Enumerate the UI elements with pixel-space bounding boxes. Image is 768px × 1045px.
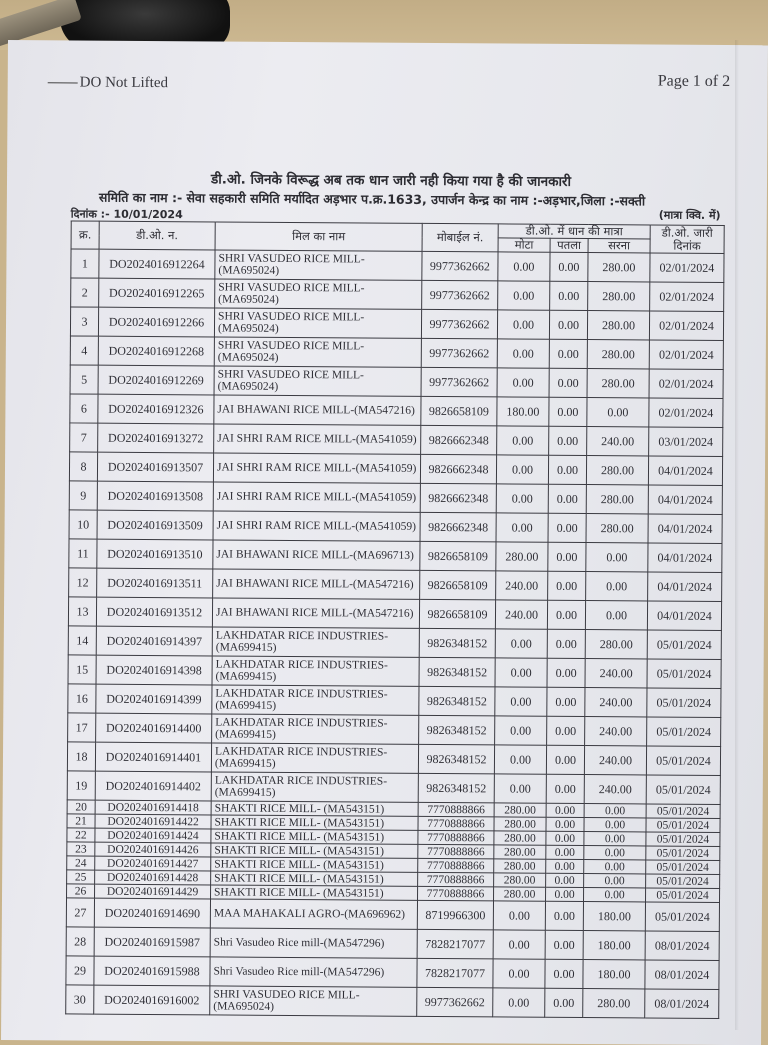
- mill-name-cell: JAI BHAWANI RICE MILL-(MA547216): [213, 569, 420, 599]
- mill-name-cell: SHRI VASUDEO RICE MILL-(MA695024): [214, 366, 421, 396]
- serial-cell: 6: [70, 394, 98, 423]
- mota-cell: 0.00: [494, 774, 546, 803]
- mota-cell: 0.00: [493, 930, 545, 959]
- sarna-cell: 0.00: [584, 874, 646, 888]
- mobile-cell: 9977362662: [421, 309, 497, 339]
- mill-name-cell: JAI BHAWANI RICE MILL-(MA547216): [214, 395, 421, 425]
- issue-date-cell: 05/01/2024: [647, 659, 721, 689]
- sarna-cell: 180.00: [583, 960, 645, 989]
- do-not-lifted-label: [48, 74, 168, 92]
- mobile-cell: 9977362662: [417, 987, 493, 1017]
- mota-cell: 0.00: [494, 745, 546, 774]
- mota-cell: 0.00: [495, 687, 547, 716]
- serial-cell: 22: [67, 828, 95, 842]
- mota-cell: 280.00: [494, 831, 546, 845]
- mota-cell: 280.00: [494, 803, 546, 817]
- mota-cell: 0.00: [496, 484, 548, 513]
- serial-cell: 5: [70, 365, 98, 394]
- sarna-cell: 280.00: [587, 369, 649, 398]
- mota-cell: 240.00: [496, 571, 548, 600]
- serial-cell: 4: [70, 336, 98, 365]
- sarna-cell: 280.00: [586, 485, 648, 514]
- sarna-cell: 240.00: [584, 746, 646, 775]
- patla-cell: 0.00: [549, 368, 587, 397]
- do-number-cell: DO2024016914400: [96, 713, 212, 743]
- do-number-cell: DO2024016912268: [98, 336, 214, 366]
- sarna-cell: 280.00: [586, 514, 648, 543]
- do-number-cell: DO2024016914426: [95, 842, 211, 857]
- patla-cell: 0.00: [550, 281, 588, 310]
- sarna-cell: 240.00: [585, 717, 647, 746]
- serial-cell: 16: [68, 684, 96, 713]
- mobile-cell: 9826662348: [420, 454, 496, 484]
- issue-date-cell: 05/01/2024: [645, 902, 719, 932]
- table-row: [67, 742, 720, 776]
- issue-date-cell: 04/01/2024: [647, 601, 721, 631]
- mill-name-cell: Shri Vasudeo Rice mill-(MA547296): [210, 957, 417, 987]
- mota-cell: 0.00: [498, 281, 550, 310]
- mill-name-cell: LAKHDATAR RICE INDUSTRIES- (MA699415): [212, 656, 419, 686]
- serial-cell: 18: [67, 742, 95, 771]
- sarna-cell: 0.00: [584, 832, 646, 846]
- table-row: [68, 684, 721, 718]
- sarna-cell: 0.00: [586, 572, 648, 601]
- issue-date-cell: 02/01/2024: [649, 340, 723, 370]
- patla-cell: 0.00: [549, 339, 587, 368]
- document-page: [1, 40, 768, 1045]
- report-date: दिनांक :- 10/01/2024: [70, 207, 183, 222]
- mill-name-cell: SHRI VASUDEO RICE MILL-(MA695024): [215, 250, 422, 280]
- patla-cell: 0.00: [547, 658, 585, 687]
- issue-date-cell: 05/01/2024: [646, 832, 720, 847]
- table-row: [67, 771, 720, 805]
- table-row: [66, 898, 719, 932]
- sarna-cell: 240.00: [587, 427, 649, 456]
- mobile-cell: 9826662348: [420, 483, 496, 513]
- mobile-cell: 9826658109: [419, 599, 495, 629]
- header-mobile: मोबाईल नं.: [422, 223, 498, 252]
- issue-date-cell: 05/01/2024: [646, 818, 720, 833]
- mill-name-cell: JAI SHRI RAM RICE MILL-(MA541059): [214, 424, 421, 454]
- mobile-cell: 9826348152: [418, 744, 494, 774]
- mill-name-cell: SHAKTI RICE MILL- (MA543151): [211, 857, 418, 872]
- mill-name-cell: LAKHDATAR RICE INDUSTRIES- (MA699415): [212, 714, 419, 744]
- mill-name-cell: LAKHDATAR RICE INDUSTRIES- (MA699415): [212, 627, 419, 657]
- serial-cell: 20: [67, 800, 95, 814]
- do-number-cell: DO2024016912266: [98, 307, 214, 337]
- mota-cell: 0.00: [497, 310, 549, 339]
- sarna-cell: 0.00: [585, 601, 647, 630]
- issue-date-cell: 05/01/2024: [646, 846, 720, 861]
- issue-date-cell: 05/01/2024: [646, 775, 720, 805]
- mobile-cell: 8719966300: [417, 900, 493, 930]
- do-number-cell: DO2024016913272: [98, 423, 214, 453]
- do-number-cell: DO2024016914401: [95, 742, 211, 772]
- mota-cell: 0.00: [496, 513, 548, 542]
- serial-cell: 28: [66, 927, 94, 956]
- serial-cell: 11: [69, 539, 97, 568]
- serial-cell: 2: [71, 278, 99, 307]
- table-row: [70, 307, 723, 341]
- mota-cell: 0.00: [496, 455, 548, 484]
- sarna-cell: 280.00: [588, 253, 650, 282]
- serial-cell: 12: [69, 568, 97, 597]
- sarna-cell: 0.00: [584, 860, 646, 874]
- sarna-cell: 0.00: [584, 804, 646, 818]
- do-number-cell: DO2024016916002: [94, 985, 210, 1015]
- table-body: [66, 249, 724, 1019]
- do-number-cell: DO2024016912264: [99, 249, 215, 279]
- mota-cell: 280.00: [494, 873, 546, 887]
- patla-cell: 0.00: [550, 252, 588, 281]
- patla-cell: 0.00: [546, 803, 584, 817]
- mobile-cell: 9977362662: [421, 367, 497, 397]
- do-table: [65, 220, 725, 1019]
- patla-cell: 0.00: [547, 629, 585, 658]
- document-title: डी.ओ. जिनके विरूद्ध अब तक धान जारी नही किया गया है की जानकारी: [210, 171, 572, 190]
- patla-cell: 0.00: [547, 716, 585, 745]
- table-row: [68, 626, 721, 660]
- mill-name-cell: SHAKTI RICE MILL- (MA543151): [211, 829, 418, 844]
- issue-date-cell: 02/01/2024: [650, 282, 724, 312]
- do-number-cell: DO2024016914418: [95, 800, 211, 815]
- serial-cell: 8: [69, 452, 97, 481]
- serial-cell: 21: [67, 814, 95, 828]
- mill-name-cell: SHRI VASUDEO RICE MILL-(MA695024): [210, 986, 417, 1016]
- table-row: [66, 927, 719, 961]
- serial-cell: 24: [67, 856, 95, 870]
- issue-date-cell: 05/01/2024: [646, 874, 720, 889]
- mota-cell: 280.00: [494, 859, 546, 873]
- sarna-cell: 280.00: [583, 989, 645, 1018]
- do-number-cell: DO2024016914428: [95, 870, 211, 885]
- issue-date-cell: 05/01/2024: [645, 888, 719, 903]
- page-number: Page 1 of 2: [657, 72, 731, 91]
- serial-cell: 1: [71, 249, 99, 278]
- serial-cell: 13: [68, 597, 96, 626]
- mota-cell: 0.00: [493, 901, 545, 930]
- mobile-cell: 7828217077: [417, 929, 493, 959]
- issue-date-cell: 04/01/2024: [648, 485, 722, 515]
- issue-date-cell: 02/01/2024: [649, 398, 723, 428]
- serial-cell: 19: [67, 771, 95, 800]
- issue-date-cell: 02/01/2024: [649, 311, 723, 341]
- serial-cell: 23: [67, 842, 95, 856]
- mill-name-cell: JAI BHAWANI RICE MILL-(MA547216): [212, 598, 419, 628]
- patla-cell: 0.00: [546, 817, 584, 831]
- table-row: [71, 249, 724, 283]
- mota-cell: 0.00: [495, 658, 547, 687]
- issue-date-cell: 04/01/2024: [648, 572, 722, 602]
- table-row: [69, 452, 722, 486]
- mobile-cell: 9826658109: [420, 570, 496, 600]
- sarna-cell: 0.00: [587, 398, 649, 427]
- mobile-cell: 9826658109: [421, 396, 497, 426]
- mobile-cell: 9977362662: [421, 338, 497, 368]
- mota-cell: 280.00: [494, 887, 546, 901]
- page-fold-shadow: [735, 40, 739, 1030]
- unit-note: (मात्रा क्वि. में): [658, 208, 721, 222]
- mill-name-cell: LAKHDATAR RICE INDUSTRIES- (MA699415): [212, 685, 419, 715]
- do-number-cell: DO2024016914422: [95, 814, 211, 829]
- table-row: [66, 985, 719, 1019]
- mill-name-cell: MAA MAHAKALI AGRO-(MA696962): [210, 899, 417, 929]
- mobile-cell: 7770888866: [418, 858, 494, 873]
- table-row: [68, 655, 721, 689]
- sarna-cell: 280.00: [587, 340, 649, 369]
- patla-cell: 0.00: [545, 959, 583, 988]
- mota-cell: 180.00: [497, 397, 549, 426]
- patla-cell: 0.00: [548, 484, 586, 513]
- mobile-cell: 9826348152: [419, 628, 495, 658]
- issue-date-cell: 04/01/2024: [648, 543, 722, 573]
- sarna-cell: 280.00: [585, 630, 647, 659]
- mota-cell: 0.00: [497, 339, 549, 368]
- do-number-cell: DO2024016914690: [94, 898, 210, 928]
- header-issue-date: डी.ओ. जारी दिनांक: [650, 225, 724, 254]
- issue-date-cell: 03/01/2024: [649, 427, 723, 457]
- mobile-cell: 7770888866: [418, 802, 494, 817]
- patla-cell: 0.00: [548, 455, 586, 484]
- mill-name-cell: LAKHDATAR RICE INDUSTRIES- (MA699415): [211, 743, 418, 773]
- serial-cell: 7: [70, 423, 98, 452]
- mota-cell: 0.00: [493, 988, 545, 1017]
- header-do-no: डी.ओ. न.: [99, 221, 215, 250]
- do-number-cell: DO2024016915988: [94, 956, 210, 986]
- table-row: [69, 539, 722, 573]
- issue-date-cell: 08/01/2024: [645, 989, 719, 1019]
- table-row: [68, 713, 721, 747]
- do-number-cell: DO2024016914398: [96, 655, 212, 685]
- issue-date-cell: 04/01/2024: [648, 514, 722, 544]
- table-row: [70, 423, 723, 457]
- header-mota: मोटा: [498, 238, 550, 252]
- do-number-cell: DO2024016913510: [97, 539, 213, 569]
- mobile-cell: 7770888866: [418, 844, 494, 859]
- mill-name-cell: SHAKTI RICE MILL- (MA543151): [211, 885, 418, 900]
- serial-cell: 17: [68, 713, 96, 742]
- issue-date-cell: 08/01/2024: [645, 960, 719, 990]
- header-quantity: डी.ओ. में धान की मात्रा: [498, 224, 650, 239]
- table-row: [69, 510, 722, 544]
- mill-name-cell: SHRI VASUDEO RICE MILL-(MA695024): [214, 337, 421, 367]
- stamp-text: DO Not Lifted: [79, 74, 169, 92]
- mill-name-cell: Shri Vasudeo Rice mill-(MA547296): [210, 928, 417, 958]
- mota-cell: 0.00: [497, 368, 549, 397]
- sarna-cell: 280.00: [587, 311, 649, 340]
- sarna-cell: 180.00: [583, 902, 645, 931]
- mill-name-cell: JAI SHRI RAM RICE MILL-(MA541059): [213, 482, 420, 512]
- serial-cell: 3: [70, 307, 98, 336]
- do-number-cell: DO2024016913509: [97, 510, 213, 540]
- serial-cell: 26: [67, 884, 95, 898]
- table-row: [68, 597, 721, 631]
- mobile-cell: 9826348152: [419, 657, 495, 687]
- mobile-cell: 9826662348: [420, 512, 496, 542]
- mota-cell: 0.00: [493, 959, 545, 988]
- issue-date-cell: 04/01/2024: [648, 456, 722, 486]
- patla-cell: 0.00: [545, 930, 583, 959]
- mota-cell: 280.00: [494, 817, 546, 831]
- table-row: [69, 481, 722, 515]
- patla-cell: 0.00: [546, 745, 584, 774]
- serial-cell: 15: [68, 655, 96, 684]
- header-serial: क्र.: [71, 221, 99, 249]
- mota-cell: 0.00: [497, 426, 549, 455]
- mill-name-cell: SHAKTI RICE MILL- (MA543151): [211, 801, 418, 816]
- mobile-cell: 9977362662: [422, 280, 498, 310]
- do-number-cell: DO2024016914397: [96, 626, 212, 656]
- patla-cell: 0.00: [546, 873, 584, 887]
- patla-cell: 0.00: [546, 887, 584, 901]
- mill-name-cell: SHRI VASUDEO RICE MILL-(MA695024): [215, 279, 422, 309]
- mill-name-cell: SHAKTI RICE MILL- (MA543151): [211, 871, 418, 886]
- issue-date-cell: 05/01/2024: [647, 717, 721, 747]
- sarna-cell: 0.00: [584, 818, 646, 832]
- issue-date-cell: 05/01/2024: [647, 630, 721, 660]
- mobile-cell: 7770888866: [418, 830, 494, 845]
- issue-date-cell: 02/01/2024: [650, 253, 724, 283]
- patla-cell: 0.00: [546, 845, 584, 859]
- do-number-cell: DO2024016914399: [96, 684, 212, 714]
- patla-cell: 0.00: [545, 988, 583, 1017]
- society-subtitle: समिति का नाम :- सेवा सहकारी समिति मर्यादित अड़भार प.क्र.1633, उपार्जन केन्द्र का नाम :-अड़भार,जिला :-सक्ती: [98, 189, 646, 209]
- table-row: [69, 568, 722, 602]
- do-number-cell: DO2024016914427: [95, 856, 211, 871]
- sarna-cell: 240.00: [585, 659, 647, 688]
- mobile-cell: 7770888866: [418, 872, 494, 887]
- table-row: [70, 336, 723, 370]
- header-mill-name: मिल का नाम: [215, 222, 422, 251]
- do-number-cell: DO2024016913512: [96, 597, 212, 627]
- patla-cell: 0.00: [549, 397, 587, 426]
- mota-cell: 0.00: [495, 629, 547, 658]
- table-row: [70, 394, 723, 428]
- patla-cell: 0.00: [547, 600, 585, 629]
- mota-cell: 280.00: [494, 845, 546, 859]
- mobile-cell: 9826348152: [418, 773, 494, 803]
- serial-cell: 27: [66, 898, 94, 927]
- mota-cell: 0.00: [498, 252, 550, 281]
- patla-cell: 0.00: [545, 901, 583, 930]
- serial-cell: 10: [69, 510, 97, 539]
- do-number-cell: DO2024016912269: [98, 365, 214, 395]
- issue-date-cell: 08/01/2024: [645, 931, 719, 961]
- do-number-cell: DO2024016914424: [95, 828, 211, 843]
- mill-name-cell: LAKHDATAR RICE INDUSTRIES- (MA699415): [211, 772, 418, 802]
- header-patla: पतला: [550, 238, 588, 252]
- table-row: [66, 956, 719, 990]
- do-number-cell: DO2024016913511: [97, 568, 213, 598]
- patla-cell: 0.00: [546, 774, 584, 803]
- patla-cell: 0.00: [546, 859, 584, 873]
- patla-cell: 0.00: [549, 310, 587, 339]
- mota-cell: 280.00: [496, 542, 548, 571]
- header-sarna: सरना: [588, 239, 650, 253]
- sarna-cell: 0.00: [583, 888, 645, 902]
- mobile-cell: 7828217077: [417, 958, 493, 988]
- sarna-cell: 280.00: [588, 282, 650, 311]
- sarna-cell: 0.00: [584, 846, 646, 860]
- mill-name-cell: SHAKTI RICE MILL- (MA543151): [211, 815, 418, 830]
- mobile-cell: 9977362662: [422, 251, 498, 281]
- sarna-cell: 240.00: [585, 688, 647, 717]
- serial-cell: 25: [67, 870, 95, 884]
- mill-name-cell: JAI SHRI RAM RICE MILL-(MA541059): [213, 511, 420, 541]
- mobile-cell: 9826348152: [419, 715, 495, 745]
- patla-cell: 0.00: [548, 542, 586, 571]
- do-number-cell: DO2024016913507: [97, 452, 213, 482]
- issue-date-cell: 05/01/2024: [646, 804, 720, 819]
- mill-name-cell: JAI SHRI RAM RICE MILL-(MA541059): [213, 453, 420, 483]
- table-row: [71, 278, 724, 312]
- sarna-cell: 280.00: [586, 456, 648, 485]
- serial-cell: 14: [68, 626, 96, 655]
- patla-cell: 0.00: [548, 513, 586, 542]
- do-number-cell: DO2024016914429: [95, 884, 211, 899]
- table-row: [70, 365, 723, 399]
- mota-cell: 0.00: [495, 716, 547, 745]
- mobile-cell: 9826662348: [421, 425, 497, 455]
- sarna-cell: 180.00: [583, 931, 645, 960]
- sarna-cell: 0.00: [586, 543, 648, 572]
- mill-name-cell: JAI BHAWANI RICE MILL-(MA696713): [213, 540, 420, 570]
- mobile-cell: 7770888866: [418, 886, 494, 901]
- mill-name-cell: SHAKTI RICE MILL- (MA543151): [211, 843, 418, 858]
- issue-date-cell: 05/01/2024: [646, 746, 720, 776]
- mobile-cell: 9826348152: [419, 686, 495, 716]
- serial-cell: 29: [66, 956, 94, 985]
- do-number-cell: DO2024016912326: [98, 394, 214, 424]
- issue-date-cell: 02/01/2024: [649, 369, 723, 399]
- patla-cell: 0.00: [546, 831, 584, 845]
- do-number-cell: DO2024016914402: [95, 771, 211, 801]
- sarna-cell: 240.00: [584, 775, 646, 804]
- serial-cell: 9: [69, 481, 97, 510]
- do-number-cell: DO2024016912265: [99, 278, 215, 308]
- do-number-cell: DO2024016915987: [94, 927, 210, 957]
- patla-cell: 0.00: [547, 687, 585, 716]
- patla-cell: 0.00: [549, 426, 587, 455]
- do-number-cell: DO2024016913508: [97, 481, 213, 511]
- issue-date-cell: 05/01/2024: [646, 860, 720, 875]
- issue-date-cell: 05/01/2024: [647, 688, 721, 718]
- serial-cell: 30: [66, 985, 94, 1014]
- mill-name-cell: SHRI VASUDEO RICE MILL-(MA695024): [214, 308, 421, 338]
- mota-cell: 240.00: [495, 600, 547, 629]
- mobile-cell: 9826658109: [420, 541, 496, 571]
- patla-cell: 0.00: [548, 571, 586, 600]
- underline-mark: [48, 82, 78, 83]
- mobile-cell: 7770888866: [418, 816, 494, 831]
